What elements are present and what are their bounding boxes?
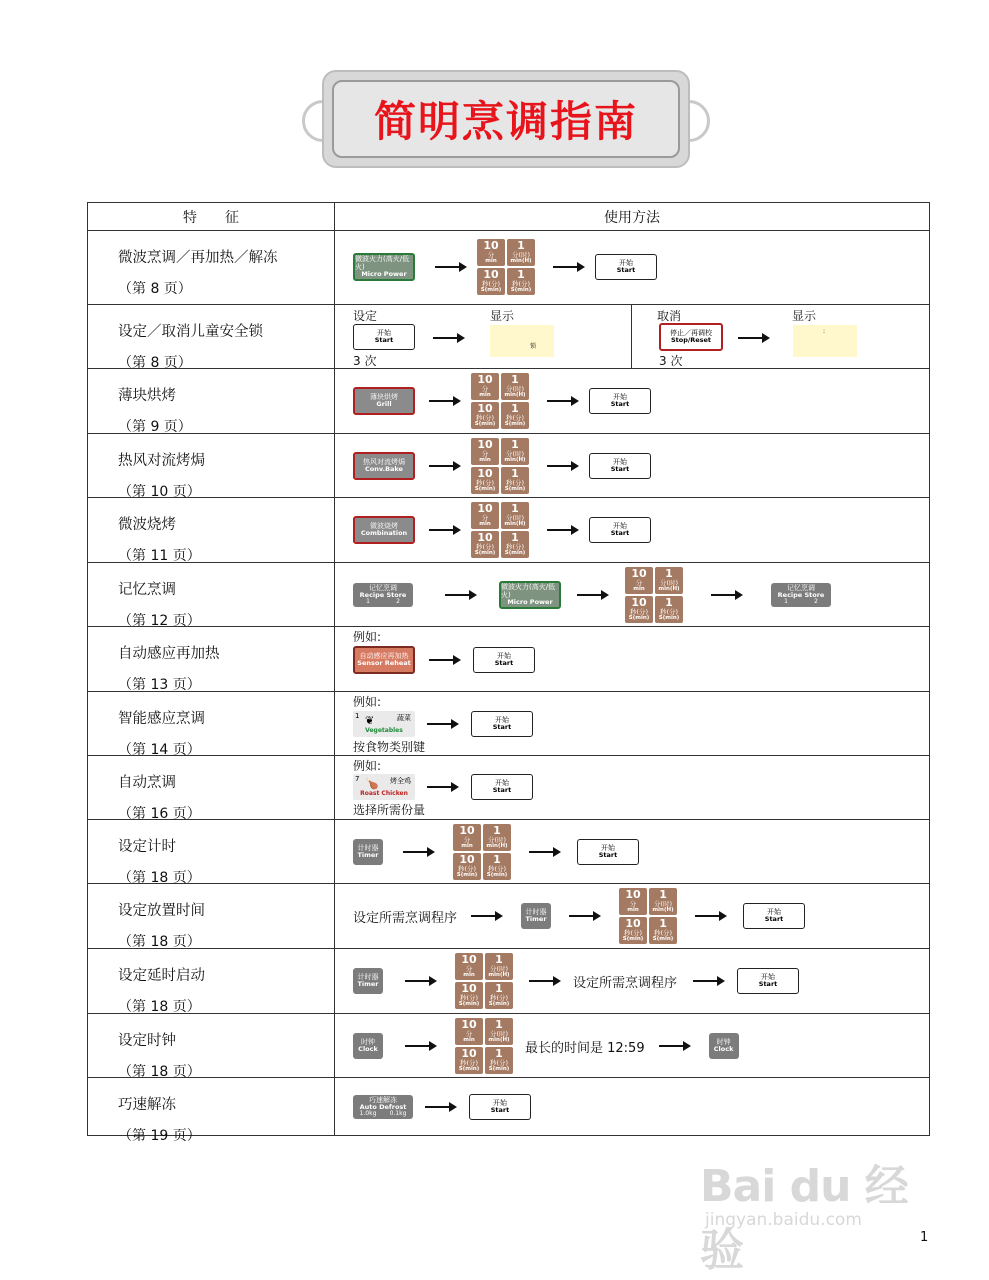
table-row xyxy=(88,434,930,498)
arrow-icon xyxy=(429,529,459,531)
table-row xyxy=(88,305,930,369)
conv-bake-key[interactable]: 热风对流烤焗 Conv.Bake xyxy=(353,452,415,480)
timer-key[interactable]: 计时器 Timer xyxy=(353,968,383,994)
table-row xyxy=(88,820,930,884)
arrow-icon xyxy=(547,529,577,531)
time-keypad[interactable]: 10 分 min 1 分(时) min(H) 10 秒(分) S(min) 1 秒(分) S(min) xyxy=(471,502,529,558)
sensor-reheat-key[interactable]: 自动感应再加热 Sensor Reheat xyxy=(353,646,415,674)
feature-name: 设定放置时间 xyxy=(118,903,205,919)
arrow-icon xyxy=(427,786,457,788)
feature-page: （第 14 页） xyxy=(118,742,201,758)
unlock-times: 3 次 xyxy=(659,354,683,368)
time-keypad[interactable]: 10 分 min 1 分(时) min(H) 10 秒(分) S(min) 1 秒(分) S(min) xyxy=(453,824,511,880)
timer-key[interactable]: 计时器 Timer xyxy=(521,903,551,929)
start-key[interactable]: 开始 Start xyxy=(743,903,805,929)
example-label: 例如: xyxy=(353,695,382,709)
arrow-icon xyxy=(429,400,459,402)
lock-display: 锁 xyxy=(490,325,554,357)
unlock-cancel-label: 取消 xyxy=(657,309,682,323)
auto-defrost-key[interactable]: 巧速解冻 Auto Defrost 1.0kg 0.1kg xyxy=(353,1095,413,1119)
arrow-icon xyxy=(529,980,559,982)
lock-times: 3 次 xyxy=(353,354,377,368)
timer-key[interactable]: 计时器 Timer xyxy=(353,839,383,865)
clock-key[interactable]: 时钟 Clock xyxy=(353,1033,383,1059)
time-keypad[interactable]: 10 分 min 1 分(时) min(H) 10 秒(分) S(min) 1 秒(分) S(min) xyxy=(619,888,677,944)
feature-name: 自动感应再加热 xyxy=(118,646,220,662)
page-title: 简明烹调指南 xyxy=(373,97,638,146)
table-row xyxy=(88,369,930,434)
arrow-icon xyxy=(529,851,559,853)
table-row xyxy=(88,627,930,692)
arrow-icon xyxy=(435,266,465,268)
grill-key[interactable]: 薄块烘烤 Grill xyxy=(353,387,415,415)
table-row xyxy=(88,563,930,627)
table-row xyxy=(88,1014,930,1078)
arrow-icon xyxy=(427,723,457,725)
cooking-guide-table xyxy=(87,202,930,1144)
arrow-icon xyxy=(547,400,577,402)
time-keypad[interactable]: 10 分 min 1 分(时) min(H) 10 秒(分) S(min) 1 秒(分) S(min) xyxy=(471,438,529,494)
unlock-display: : xyxy=(793,325,857,357)
feature-name: 智能感应烹调 xyxy=(118,711,205,727)
arrow-icon xyxy=(547,465,577,467)
chicken-icon: 🍗 xyxy=(365,777,379,790)
start-key[interactable]: 开始 Start xyxy=(471,711,533,737)
micro-power-key[interactable]: 微波火力(高火/低火) Micro Power xyxy=(353,253,415,281)
start-key[interactable]: 开始 Start xyxy=(473,647,535,673)
time-keypad[interactable]: 10 分 min 1 分(时) min(H) 10 秒(分) S(min) 1 秒(分) S(min) xyxy=(455,1018,513,1074)
start-key[interactable]: 开始 Start xyxy=(589,453,651,479)
page-number: 1 xyxy=(920,1230,929,1245)
feature-page: （第 18 页） xyxy=(118,999,201,1015)
header-usage: 使用方法 xyxy=(335,203,930,231)
roast-chicken-key[interactable]: 7 🍗 烤全鸡 Roast Chicken xyxy=(353,774,415,800)
vegetables-key[interactable]: 1 ❦ 蔬菜 Vegetables xyxy=(353,711,415,737)
unlock-display-label: 显示 xyxy=(792,309,817,323)
start-key[interactable]: 开始 Start xyxy=(589,388,651,414)
feature-page: （第 16 页） xyxy=(118,806,201,822)
arrow-icon xyxy=(471,915,501,917)
arrow-icon xyxy=(433,337,463,339)
arrow-icon xyxy=(429,465,459,467)
feature-page: （第 8 页） xyxy=(118,281,192,297)
start-key[interactable]: 开始 Start xyxy=(595,254,657,280)
feature-page: （第 10 页） xyxy=(118,484,201,500)
arrow-icon xyxy=(569,915,599,917)
arrow-icon xyxy=(445,594,475,596)
feature-name: 设定／取消儿童安全锁 xyxy=(118,324,263,340)
table-row xyxy=(88,756,930,820)
feature-name: 设定延时启动 xyxy=(118,968,205,984)
food-category-note: 按食物类别键 xyxy=(353,740,426,754)
vegetables-icon: ❦ xyxy=(365,714,375,727)
max-time-text: 最长的时间是 12:59 xyxy=(525,1040,645,1056)
table-header-row xyxy=(88,203,930,231)
table-row xyxy=(88,498,930,563)
time-keypad[interactable]: 10 分 min 1 分(时) min(H) 10 秒(分) S(min) 1 秒(分) S(min) xyxy=(625,567,683,623)
feature-page: （第 18 页） xyxy=(118,934,201,950)
time-keypad[interactable]: 10 分 min 1 分(时) min(H) 10 秒(分) S(min) 1 秒(分) S(min) xyxy=(471,373,529,429)
arrow-icon xyxy=(553,266,583,268)
quantity-note: 选择所需份量 xyxy=(353,803,426,817)
feature-name: 热风对流烤焗 xyxy=(118,453,205,469)
start-key[interactable]: 开始 Start xyxy=(577,839,639,865)
recipe-store-key[interactable]: 记忆烹调 Recipe Store 1 2 xyxy=(353,583,413,607)
set-program-text: 设定所需烹调程序 xyxy=(573,975,678,991)
start-key[interactable]: 开始 Start xyxy=(589,517,651,543)
arrow-icon xyxy=(695,915,725,917)
feature-page: （第 19 页） xyxy=(118,1128,201,1144)
feature-page: （第 18 页） xyxy=(118,870,201,886)
arrow-icon xyxy=(659,1045,689,1047)
time-keypad[interactable]: 10 分 min 1 分(时) min(H) 10 秒(分) S(min) 1 秒(分) S(min) xyxy=(455,953,513,1009)
lock-set-label: 设定 xyxy=(353,309,378,323)
feature-name: 自动烹调 xyxy=(118,775,176,791)
title-plate-frame xyxy=(322,70,690,168)
arrow-icon xyxy=(429,659,459,661)
arrow-icon xyxy=(405,980,435,982)
column-divider xyxy=(631,305,632,368)
feature-name: 设定时钟 xyxy=(118,1033,176,1049)
feature-name: 微波烧烤 xyxy=(118,517,176,533)
table-row xyxy=(88,949,930,1014)
feature-page: （第 18 页） xyxy=(118,1064,201,1080)
start-key[interactable]: 开始 Start xyxy=(471,774,533,800)
watermark-logo: Bai du 经验 xyxy=(700,1161,908,1276)
feature-page: （第 13 页） xyxy=(118,677,201,693)
stop-reset-key[interactable]: 停止／再调校 Stop/Reset xyxy=(659,323,723,351)
lock-display-label: 显示 xyxy=(490,309,515,323)
feature-name: 记忆烹调 xyxy=(118,582,176,598)
feature-name: 微波烹调／再加热／解冻 xyxy=(118,250,278,266)
time-keypad[interactable]: 10 分 min 1 分(时) min(H) 10 秒(分) S(min) 1 秒(分) S(min) xyxy=(477,239,535,295)
table-row xyxy=(88,692,930,756)
start-key[interactable]: 开始 Start xyxy=(737,968,799,994)
table-row xyxy=(88,1078,930,1136)
combination-key[interactable]: 微波烧烤 Combination xyxy=(353,516,415,544)
table-row xyxy=(88,231,930,305)
feature-page: （第 9 页） xyxy=(118,419,192,435)
arrow-icon xyxy=(403,851,433,853)
watermark-url: jingyan.baidu.com xyxy=(705,1210,862,1230)
arrow-icon xyxy=(577,594,607,596)
example-label: 例如: xyxy=(353,630,382,644)
title-plate xyxy=(302,70,710,168)
recipe-store-key[interactable]: 记忆烹调 Recipe Store 1 2 xyxy=(771,583,831,607)
start-key[interactable]: 开始 Start xyxy=(353,324,415,350)
feature-name: 设定计时 xyxy=(118,839,176,855)
table-row xyxy=(88,884,930,949)
feature-page: （第 12 页） xyxy=(118,613,201,629)
header-feature: 特 征 xyxy=(88,203,335,231)
feature-name: 巧速解冻 xyxy=(118,1097,176,1113)
feature-name: 薄块烘烤 xyxy=(118,388,176,404)
arrow-icon xyxy=(738,337,768,339)
arrow-icon xyxy=(405,1045,435,1047)
set-program-text: 设定所需烹调程序 xyxy=(353,910,458,926)
watermark xyxy=(700,1150,930,1276)
micro-power-key[interactable]: 微波火力(高火/低火) Micro Power xyxy=(499,581,561,609)
arrow-icon xyxy=(425,1106,455,1108)
feature-page: （第 8 页） xyxy=(118,355,192,371)
clock-key[interactable]: 时钟 Clock xyxy=(709,1033,739,1059)
example-label: 例如: xyxy=(353,759,382,773)
feature-page: （第 11 页） xyxy=(118,548,201,564)
start-key[interactable]: 开始 Start xyxy=(469,1094,531,1120)
arrow-icon xyxy=(711,594,741,596)
arrow-icon xyxy=(693,980,723,982)
